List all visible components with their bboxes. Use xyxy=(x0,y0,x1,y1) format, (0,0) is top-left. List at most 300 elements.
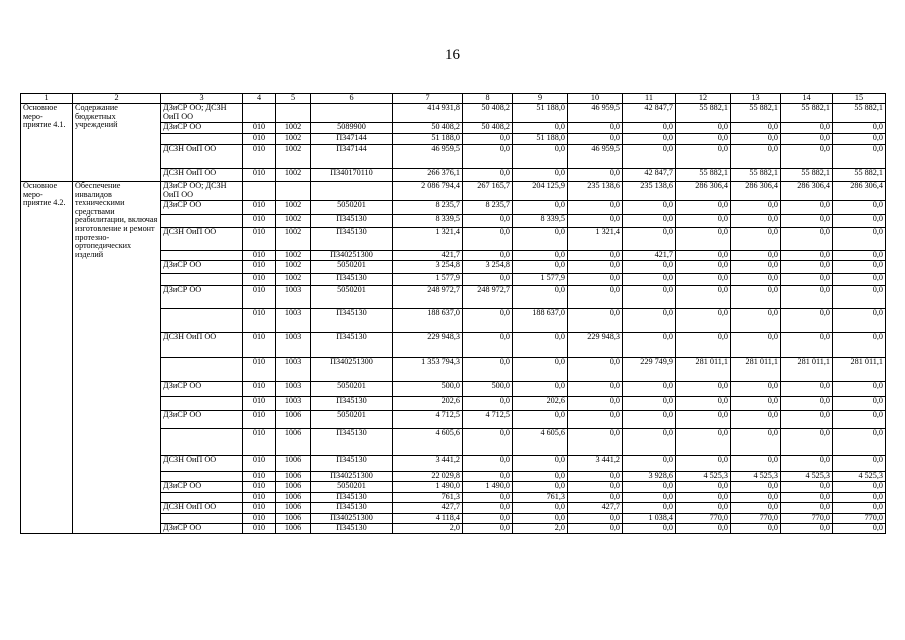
cell-c7: 1 577,9 xyxy=(393,274,463,286)
cell-c8: 0,0 xyxy=(463,456,513,472)
cell-c9: 0,0 xyxy=(513,261,568,274)
cell-c9: 0,0 xyxy=(513,358,568,382)
cell-c7: 500,0 xyxy=(393,382,463,397)
cell-c14: 0,0 xyxy=(781,201,833,215)
cell-c5: 1006 xyxy=(276,502,311,513)
cell-c14: 0,0 xyxy=(781,482,833,493)
cell-c5: 1006 xyxy=(276,523,311,533)
cell-c4 xyxy=(243,182,276,201)
cell-c6: 5089900 xyxy=(311,123,393,134)
cell-c9: 0,0 xyxy=(513,145,568,169)
cell-c11: 0,0 xyxy=(623,274,676,286)
cell-c15: 0,0 xyxy=(833,429,886,456)
cell-c15: 0,0 xyxy=(833,134,886,145)
header-cell: 2 xyxy=(73,94,161,104)
cell-c6: П340251300 xyxy=(311,251,393,261)
cell-c6: П347144 xyxy=(311,145,393,169)
cell-c13: 281 011,1 xyxy=(731,358,781,382)
cell-c11: 0,0 xyxy=(623,286,676,309)
cell-c14: 286 306,4 xyxy=(781,182,833,201)
cell-c11: 3 928,6 xyxy=(623,472,676,482)
cell-c9: 761,3 xyxy=(513,493,568,503)
cell-c8: 3 254,8 xyxy=(463,261,513,274)
cell-c15: 0,0 xyxy=(833,309,886,333)
cell-c14: 0,0 xyxy=(781,382,833,397)
cell-c14: 0,0 xyxy=(781,456,833,472)
cell-c9: 204 125,9 xyxy=(513,182,568,201)
cell-c9: 0,0 xyxy=(513,251,568,261)
cell-c14: 0,0 xyxy=(781,251,833,261)
cell-c14: 0,0 xyxy=(781,411,833,429)
cell-c9: 8 339,5 xyxy=(513,215,568,228)
cell-c15: 0,0 xyxy=(833,493,886,503)
cell-c10: 0,0 xyxy=(568,134,623,145)
cell-c10: 0,0 xyxy=(568,411,623,429)
cell-c13: 0,0 xyxy=(731,145,781,169)
cell-c6: П345130 xyxy=(311,429,393,456)
cell-c9: 51 188,0 xyxy=(513,104,568,123)
header-cell: 14 xyxy=(781,94,833,104)
cell-c7: 22 029,8 xyxy=(393,472,463,482)
cell-c13: 286 306,4 xyxy=(731,182,781,201)
cell-c15: 0,0 xyxy=(833,215,886,228)
cell-c6: 5050201 xyxy=(311,411,393,429)
cell-c7: 4 605,6 xyxy=(393,429,463,456)
cell-c5: 1006 xyxy=(276,456,311,472)
cell-c3: ДСЗН ОиП ОО xyxy=(161,145,243,169)
cell-c12: 0,0 xyxy=(676,274,731,286)
cell-c8: 0,0 xyxy=(463,397,513,411)
cell-c5: 1006 xyxy=(276,472,311,482)
cell-c12: 0,0 xyxy=(676,251,731,261)
cell-c13: 0,0 xyxy=(731,456,781,472)
cell-c12: 0,0 xyxy=(676,201,731,215)
cell-c4: 010 xyxy=(243,123,276,134)
cell-c11: 0,0 xyxy=(623,411,676,429)
table-row xyxy=(21,182,886,201)
cell-c11: 421,7 xyxy=(623,251,676,261)
cell-c5 xyxy=(276,104,311,123)
cell-c3: ДСЗН ОиП ОО xyxy=(161,169,243,182)
cell-c12: 286 306,4 xyxy=(676,182,731,201)
cell-c4: 010 xyxy=(243,397,276,411)
header-cell: 10 xyxy=(568,94,623,104)
cell-c13: 0,0 xyxy=(731,309,781,333)
cell-c12: 0,0 xyxy=(676,493,731,503)
cell-c3: ДЗиСР ОО xyxy=(161,123,243,134)
cell-c12: 4 525,3 xyxy=(676,472,731,482)
cell-c14: 55 882,1 xyxy=(781,169,833,182)
cell-c13: 0,0 xyxy=(731,228,781,251)
cell-c13: 0,0 xyxy=(731,411,781,429)
cell-c13: 0,0 xyxy=(731,261,781,274)
cell-c12: 0,0 xyxy=(676,286,731,309)
cell-c8: 4 712,5 xyxy=(463,411,513,429)
cell-c11: 0,0 xyxy=(623,382,676,397)
cell-c11: 42 847,7 xyxy=(623,104,676,123)
cell-c8: 50 408,2 xyxy=(463,104,513,123)
cell-c11: 0,0 xyxy=(623,309,676,333)
cell-c9: 4 605,6 xyxy=(513,429,568,456)
header-cell: 1 xyxy=(21,94,73,104)
cell-c8: 0,0 xyxy=(463,169,513,182)
cell-c15: 770,0 xyxy=(833,513,886,523)
header-cell: 6 xyxy=(311,94,393,104)
cell-c12: 0,0 xyxy=(676,134,731,145)
cell-c5: 1002 xyxy=(276,123,311,134)
cell-c10: 0,0 xyxy=(568,523,623,533)
cell-c10: 0,0 xyxy=(568,274,623,286)
cell-c5: 1002 xyxy=(276,201,311,215)
cell-c15: 0,0 xyxy=(833,397,886,411)
cell-c15: 0,0 xyxy=(833,482,886,493)
cell-c15: 0,0 xyxy=(833,382,886,397)
cell-c15: 281 011,1 xyxy=(833,358,886,382)
cell-c4: 010 xyxy=(243,145,276,169)
cell-c9: 0,0 xyxy=(513,456,568,472)
cell-c9: 188 637,0 xyxy=(513,309,568,333)
cell-c7: 1 353 794,3 xyxy=(393,358,463,382)
cell-c8: 50 408,2 xyxy=(463,123,513,134)
cell-c4: 010 xyxy=(243,358,276,382)
cell-c13: 0,0 xyxy=(731,215,781,228)
cell-c10: 0,0 xyxy=(568,513,623,523)
cell-c7: 46 959,5 xyxy=(393,145,463,169)
cell-c12: 0,0 xyxy=(676,215,731,228)
cell-c14: 0,0 xyxy=(781,145,833,169)
header-row xyxy=(21,94,886,104)
cell-c15: 0,0 xyxy=(833,502,886,513)
cell-c3 xyxy=(161,251,243,261)
cell-c4: 010 xyxy=(243,286,276,309)
cell-c7: 2,0 xyxy=(393,523,463,533)
cell-c7: 1 490,0 xyxy=(393,482,463,493)
cell-c4: 010 xyxy=(243,493,276,503)
table-row xyxy=(21,104,886,123)
cell-c10: 0,0 xyxy=(568,309,623,333)
cell-c14: 281 011,1 xyxy=(781,358,833,382)
cell-c7: 4 118,4 xyxy=(393,513,463,523)
cell-c10: 0,0 xyxy=(568,286,623,309)
header-cell: 5 xyxy=(276,94,311,104)
cell-c15: 0,0 xyxy=(833,145,886,169)
cell-c7: 188 637,0 xyxy=(393,309,463,333)
cell-c7: 3 441,2 xyxy=(393,456,463,472)
cell-c9: 0,0 xyxy=(513,502,568,513)
cell-c12: 0,0 xyxy=(676,333,731,358)
cell-c8: 248 972,7 xyxy=(463,286,513,309)
cell-c11: 0,0 xyxy=(623,201,676,215)
cell-c4: 010 xyxy=(243,513,276,523)
cell-c5: 1006 xyxy=(276,411,311,429)
cell-c6: 5050201 xyxy=(311,286,393,309)
cell-c14: 55 882,1 xyxy=(781,104,833,123)
cell-c4: 010 xyxy=(243,309,276,333)
cell-c11: 0,0 xyxy=(623,228,676,251)
cell-c8: 0,0 xyxy=(463,358,513,382)
cell-c7: 4 712,5 xyxy=(393,411,463,429)
cell-c4: 010 xyxy=(243,523,276,533)
cell-c5: 1006 xyxy=(276,429,311,456)
cell-c8: 0,0 xyxy=(463,215,513,228)
cell-c9: 0,0 xyxy=(513,472,568,482)
cell-c5 xyxy=(276,182,311,201)
cell-c13: 0,0 xyxy=(731,274,781,286)
cell-c6: 5050201 xyxy=(311,482,393,493)
cell-c7: 1 321,4 xyxy=(393,228,463,251)
cell-c3 xyxy=(161,429,243,456)
cell-c8: 0,0 xyxy=(463,513,513,523)
cell-c6 xyxy=(311,182,393,201)
cell-c3: ДСЗН ОиП ОО xyxy=(161,333,243,358)
cell-c6: П345130 xyxy=(311,456,393,472)
cell-c12: 0,0 xyxy=(676,145,731,169)
cell-c5: 1002 xyxy=(276,261,311,274)
cell-c3: ДЗиСР ОО xyxy=(161,261,243,274)
cell-c15: 0,0 xyxy=(833,333,886,358)
cell-c10: 46 959,5 xyxy=(568,104,623,123)
cell-c13: 0,0 xyxy=(731,134,781,145)
cell-c9: 0,0 xyxy=(513,513,568,523)
cell-c4: 010 xyxy=(243,134,276,145)
cell-c6: П345130 xyxy=(311,502,393,513)
cell-c12: 0,0 xyxy=(676,261,731,274)
cell-c8: 0,0 xyxy=(463,134,513,145)
cell-c11: 0,0 xyxy=(623,145,676,169)
cell-c15: 0,0 xyxy=(833,523,886,533)
cell-c12: 0,0 xyxy=(676,429,731,456)
header-cell: 7 xyxy=(393,94,463,104)
cell-c12: 770,0 xyxy=(676,513,731,523)
cell-c15: 0,0 xyxy=(833,251,886,261)
cell-c6: П347144 xyxy=(311,134,393,145)
cell-c15: 0,0 xyxy=(833,228,886,251)
cell-c9: 202,6 xyxy=(513,397,568,411)
cell-c10: 0,0 xyxy=(568,382,623,397)
cell-c14: 0,0 xyxy=(781,261,833,274)
cell-c9: 0,0 xyxy=(513,228,568,251)
cell-c8: 0,0 xyxy=(463,502,513,513)
cell-c12: 281 011,1 xyxy=(676,358,731,382)
cell-c4: 010 xyxy=(243,261,276,274)
cell-c11: 1 038,4 xyxy=(623,513,676,523)
cell-c13: 0,0 xyxy=(731,502,781,513)
cell-c3: ДЗиСР ОО xyxy=(161,382,243,397)
cell-c4: 010 xyxy=(243,228,276,251)
cell-c12: 0,0 xyxy=(676,456,731,472)
cell-c11: 0,0 xyxy=(623,215,676,228)
cell-c14: 0,0 xyxy=(781,134,833,145)
cell-c13: 4 525,3 xyxy=(731,472,781,482)
cell-c10: 0,0 xyxy=(568,493,623,503)
cell-c13: 0,0 xyxy=(731,397,781,411)
cell-c6: П345130 xyxy=(311,397,393,411)
cell-c14: 0,0 xyxy=(781,123,833,134)
cell-c6: П340251300 xyxy=(311,513,393,523)
activity-name-cell: Основное меро-приятие 4.1. xyxy=(21,104,73,182)
cell-c12: 55 882,1 xyxy=(676,169,731,182)
cell-c5: 1003 xyxy=(276,309,311,333)
header-cell: 13 xyxy=(731,94,781,104)
cell-c6: П345130 xyxy=(311,309,393,333)
cell-c8: 0,0 xyxy=(463,145,513,169)
cell-c3: ДСЗН ОиП ОО xyxy=(161,502,243,513)
cell-c7: 421,7 xyxy=(393,251,463,261)
cell-c3: ДЗиСР ОО xyxy=(161,411,243,429)
cell-c7: 414 931,8 xyxy=(393,104,463,123)
cell-c14: 0,0 xyxy=(781,502,833,513)
cell-c14: 0,0 xyxy=(781,429,833,456)
activity-name-cell: Основное меро-приятие 4.2. xyxy=(21,182,73,534)
cell-c7: 202,6 xyxy=(393,397,463,411)
cell-c3 xyxy=(161,274,243,286)
cell-c6: 5050201 xyxy=(311,261,393,274)
cell-c3: ДЗиСР ОО xyxy=(161,523,243,533)
cell-c13: 0,0 xyxy=(731,523,781,533)
cell-c8: 267 165,7 xyxy=(463,182,513,201)
cell-c10: 0,0 xyxy=(568,123,623,134)
cell-c8: 0,0 xyxy=(463,251,513,261)
cell-c15: 55 882,1 xyxy=(833,169,886,182)
cell-c13: 0,0 xyxy=(731,251,781,261)
cell-c13: 0,0 xyxy=(731,429,781,456)
cell-c10: 0,0 xyxy=(568,201,623,215)
cell-c12: 0,0 xyxy=(676,411,731,429)
cell-c15: 286 306,4 xyxy=(833,182,886,201)
cell-c13: 0,0 xyxy=(731,333,781,358)
cell-c10: 235 138,6 xyxy=(568,182,623,201)
cell-c10: 46 959,5 xyxy=(568,145,623,169)
cell-c3 xyxy=(161,472,243,482)
activity-description-cell: Содержание бюджетных учреждений xyxy=(73,104,161,182)
cell-c3 xyxy=(161,309,243,333)
cell-c11: 0,0 xyxy=(623,456,676,472)
cell-c8: 0,0 xyxy=(463,309,513,333)
cell-c11: 0,0 xyxy=(623,429,676,456)
cell-c5: 1006 xyxy=(276,493,311,503)
cell-c12: 0,0 xyxy=(676,382,731,397)
cell-c6: П345130 xyxy=(311,274,393,286)
cell-c13: 0,0 xyxy=(731,201,781,215)
cell-c12: 0,0 xyxy=(676,397,731,411)
cell-c5: 1003 xyxy=(276,397,311,411)
cell-c12: 0,0 xyxy=(676,523,731,533)
cell-c10: 0,0 xyxy=(568,251,623,261)
cell-c3: ДСЗН ОиП ОО xyxy=(161,228,243,251)
page-number: 16 xyxy=(445,47,460,63)
activity-description-cell: Обеспечение инвалидов техническими средствами реабилитации, включая изготовление и ремонт протезно-ортопедических изделий xyxy=(73,182,161,534)
cell-c4 xyxy=(243,104,276,123)
cell-c9: 0,0 xyxy=(513,382,568,397)
cell-c10: 0,0 xyxy=(568,472,623,482)
cell-c14: 0,0 xyxy=(781,215,833,228)
cell-c4: 010 xyxy=(243,429,276,456)
cell-c12: 0,0 xyxy=(676,502,731,513)
cell-c11: 229 749,9 xyxy=(623,358,676,382)
cell-c7: 8 235,7 xyxy=(393,201,463,215)
header-cell: 4 xyxy=(243,94,276,104)
cell-c14: 0,0 xyxy=(781,274,833,286)
cell-c10: 0,0 xyxy=(568,169,623,182)
cell-c9: 0,0 xyxy=(513,201,568,215)
cell-c5: 1006 xyxy=(276,482,311,493)
cell-c5: 1006 xyxy=(276,513,311,523)
header-cell: 8 xyxy=(463,94,513,104)
cell-c13: 55 882,1 xyxy=(731,104,781,123)
cell-c9: 2,0 xyxy=(513,523,568,533)
cell-c14: 0,0 xyxy=(781,333,833,358)
cell-c5: 1002 xyxy=(276,274,311,286)
cell-c4: 010 xyxy=(243,169,276,182)
cell-c7: 2 086 794,4 xyxy=(393,182,463,201)
cell-c9: 0,0 xyxy=(513,169,568,182)
cell-c5: 1002 xyxy=(276,134,311,145)
cell-c7: 266 376,1 xyxy=(393,169,463,182)
cell-c6: П345130 xyxy=(311,215,393,228)
cell-c4: 010 xyxy=(243,251,276,261)
cell-c10: 0,0 xyxy=(568,482,623,493)
cell-c3: ДЗиСР ОО xyxy=(161,286,243,309)
cell-c8: 0,0 xyxy=(463,228,513,251)
cell-c13: 0,0 xyxy=(731,286,781,309)
cell-c12: 0,0 xyxy=(676,482,731,493)
cell-c7: 3 254,8 xyxy=(393,261,463,274)
cell-c4: 010 xyxy=(243,482,276,493)
cell-c5: 1002 xyxy=(276,215,311,228)
cell-c14: 0,0 xyxy=(781,523,833,533)
cell-c9: 0,0 xyxy=(513,482,568,493)
cell-c11: 0,0 xyxy=(623,493,676,503)
cell-c6: П340251300 xyxy=(311,472,393,482)
cell-c5: 1003 xyxy=(276,382,311,397)
cell-c4: 010 xyxy=(243,456,276,472)
cell-c5: 1002 xyxy=(276,251,311,261)
cell-c8: 0,0 xyxy=(463,274,513,286)
cell-c4: 010 xyxy=(243,472,276,482)
cell-c10: 1 321,4 xyxy=(568,228,623,251)
cell-c7: 8 339,5 xyxy=(393,215,463,228)
cell-c14: 0,0 xyxy=(781,228,833,251)
cell-c10: 229 948,3 xyxy=(568,333,623,358)
cell-c15: 0,0 xyxy=(833,286,886,309)
header-cell: 9 xyxy=(513,94,568,104)
cell-c8: 0,0 xyxy=(463,493,513,503)
cell-c6: П340251300 xyxy=(311,358,393,382)
header-cell: 12 xyxy=(676,94,731,104)
cell-c7: 51 188,0 xyxy=(393,134,463,145)
cell-c9: 0,0 xyxy=(513,333,568,358)
cell-c8: 0,0 xyxy=(463,472,513,482)
cell-c12: 0,0 xyxy=(676,123,731,134)
cell-c7: 50 408,2 xyxy=(393,123,463,134)
cell-c10: 3 441,2 xyxy=(568,456,623,472)
cell-c11: 0,0 xyxy=(623,134,676,145)
header-cell: 11 xyxy=(623,94,676,104)
cell-c5: 1003 xyxy=(276,286,311,309)
cell-c13: 0,0 xyxy=(731,123,781,134)
cell-c11: 0,0 xyxy=(623,397,676,411)
cell-c13: 770,0 xyxy=(731,513,781,523)
cell-c4: 010 xyxy=(243,502,276,513)
cell-c7: 229 948,3 xyxy=(393,333,463,358)
cell-c10: 0,0 xyxy=(568,358,623,382)
cell-c10: 0,0 xyxy=(568,261,623,274)
cell-c3: ДЗиСР ОО xyxy=(161,482,243,493)
cell-c3 xyxy=(161,358,243,382)
cell-c12: 0,0 xyxy=(676,309,731,333)
cell-c4: 010 xyxy=(243,382,276,397)
cell-c3 xyxy=(161,397,243,411)
